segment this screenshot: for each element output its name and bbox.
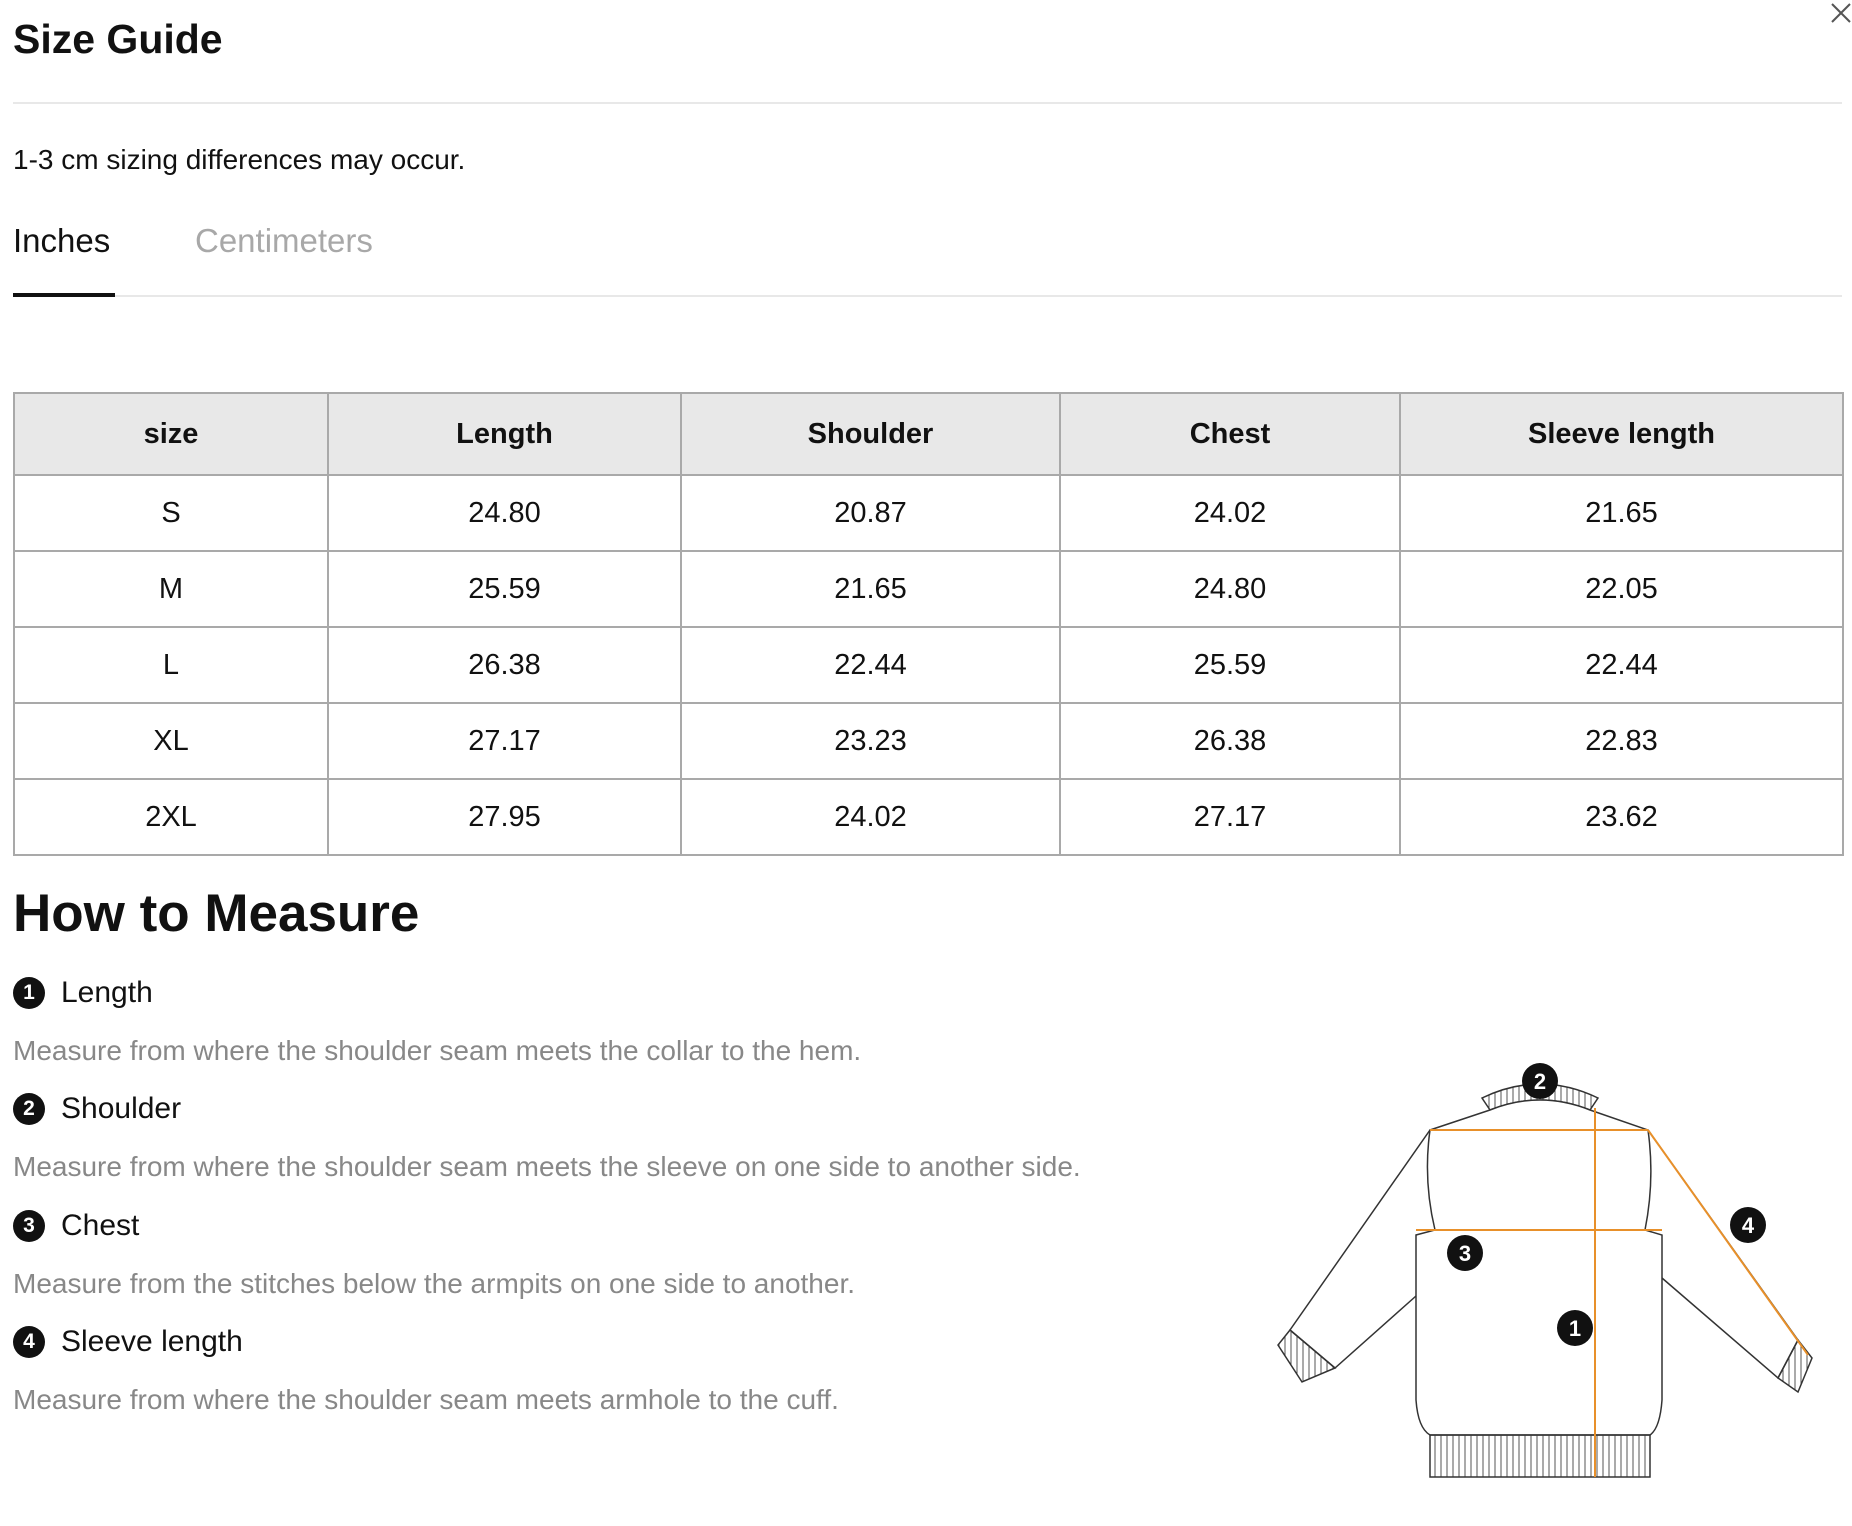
table-header-row <box>14 393 1843 475</box>
svg-text:2: 2 <box>1533 1069 1547 1094</box>
cell-chest: 25.59 <box>1060 627 1400 703</box>
left-cuff-shape <box>1278 1330 1335 1382</box>
table-row <box>14 475 1843 551</box>
sweater-measurement-icon <box>1240 1050 1840 1490</box>
how-to-measure-title: How to Measure <box>13 884 420 943</box>
header-length: Length <box>328 393 681 475</box>
cell-size: M <box>14 551 328 627</box>
marker-2 <box>1522 1063 1558 1099</box>
number-2-icon: 2 <box>13 1093 45 1125</box>
header-size: size <box>14 393 328 475</box>
cell-chest: 24.80 <box>1060 551 1400 627</box>
right-sleeve-shape <box>1648 1130 1798 1378</box>
step-length <box>13 976 153 1010</box>
step-description: Measure from where the shoulder seam meets armhole to the cuff. <box>13 1384 839 1415</box>
step-description: Measure from the stitches below the armpits on one side to another. <box>13 1268 856 1299</box>
cell-length: 26.38 <box>328 627 681 703</box>
cell-shoulder: 22.44 <box>681 627 1060 703</box>
marker-1 <box>1557 1310 1593 1346</box>
cell-sleeve-length: 21.65 <box>1400 475 1843 551</box>
header-divider <box>13 102 1842 104</box>
svg-text:4: 4 <box>1741 1213 1755 1238</box>
modal-title: Size Guide <box>13 16 223 62</box>
cell-size: 2XL <box>14 779 328 855</box>
close-button[interactable] <box>1826 0 1852 28</box>
cell-size: S <box>14 475 328 551</box>
cell-size: XL <box>14 703 328 779</box>
cell-length: 27.95 <box>328 779 681 855</box>
body-shape <box>1416 1100 1662 1435</box>
hem-shape <box>1430 1435 1650 1477</box>
header-shoulder: Shoulder <box>681 393 1060 475</box>
table-row <box>14 703 1843 779</box>
cell-size: L <box>14 627 328 703</box>
step-shoulder <box>13 1092 181 1126</box>
cell-length: 27.17 <box>328 703 681 779</box>
table-row <box>14 627 1843 703</box>
tab-inches[interactable]: Inches <box>13 222 111 259</box>
cell-sleeve-length: 22.44 <box>1400 627 1843 703</box>
cell-chest: 26.38 <box>1060 703 1400 779</box>
number-4-icon: 4 <box>13 1326 45 1358</box>
tabs-divider <box>13 295 1842 297</box>
cell-chest: 24.02 <box>1060 475 1400 551</box>
table-row <box>14 551 1843 627</box>
step-label: Sleeve length <box>61 1325 243 1358</box>
cell-length: 25.59 <box>328 551 681 627</box>
size-table <box>13 392 1844 856</box>
step-label: Length <box>61 976 153 1009</box>
cell-sleeve-length: 22.05 <box>1400 551 1843 627</box>
cell-sleeve-length: 22.83 <box>1400 703 1843 779</box>
header-chest: Chest <box>1060 393 1400 475</box>
cell-shoulder: 21.65 <box>681 551 1060 627</box>
cell-shoulder: 23.23 <box>681 703 1060 779</box>
svg-text:1: 1 <box>1568 1316 1582 1341</box>
sizing-note: 1-3 cm sizing differences may occur. <box>13 144 466 175</box>
cell-sleeve-length: 23.62 <box>1400 779 1843 855</box>
marker-4 <box>1730 1207 1766 1243</box>
step-sleeve-length <box>13 1325 243 1359</box>
number-1-icon: 1 <box>13 977 45 1009</box>
step-description: Measure from where the shoulder seam meets the collar to the hem. <box>13 1035 862 1066</box>
header-sleeve-length: Sleeve length <box>1400 393 1843 475</box>
step-description: Measure from where the shoulder seam meets the sleeve on one side to another side. <box>13 1151 1081 1182</box>
table-row <box>14 779 1843 855</box>
number-3-icon: 3 <box>13 1210 45 1242</box>
cell-shoulder: 20.87 <box>681 475 1060 551</box>
left-sleeve-shape <box>1290 1130 1430 1368</box>
svg-text:3: 3 <box>1458 1241 1472 1266</box>
cell-chest: 27.17 <box>1060 779 1400 855</box>
marker-3 <box>1447 1235 1483 1271</box>
close-icon <box>1826 0 1852 28</box>
step-label: Shoulder <box>61 1092 182 1125</box>
tab-centimeters[interactable]: Centimeters <box>195 222 373 259</box>
sleeve-measure-line <box>1648 1130 1808 1355</box>
cell-length: 24.80 <box>328 475 681 551</box>
cell-shoulder: 24.02 <box>681 779 1060 855</box>
active-tab-indicator <box>13 293 115 297</box>
step-chest <box>13 1209 139 1243</box>
step-label: Chest <box>61 1209 140 1242</box>
right-cuff-shape <box>1778 1340 1812 1392</box>
